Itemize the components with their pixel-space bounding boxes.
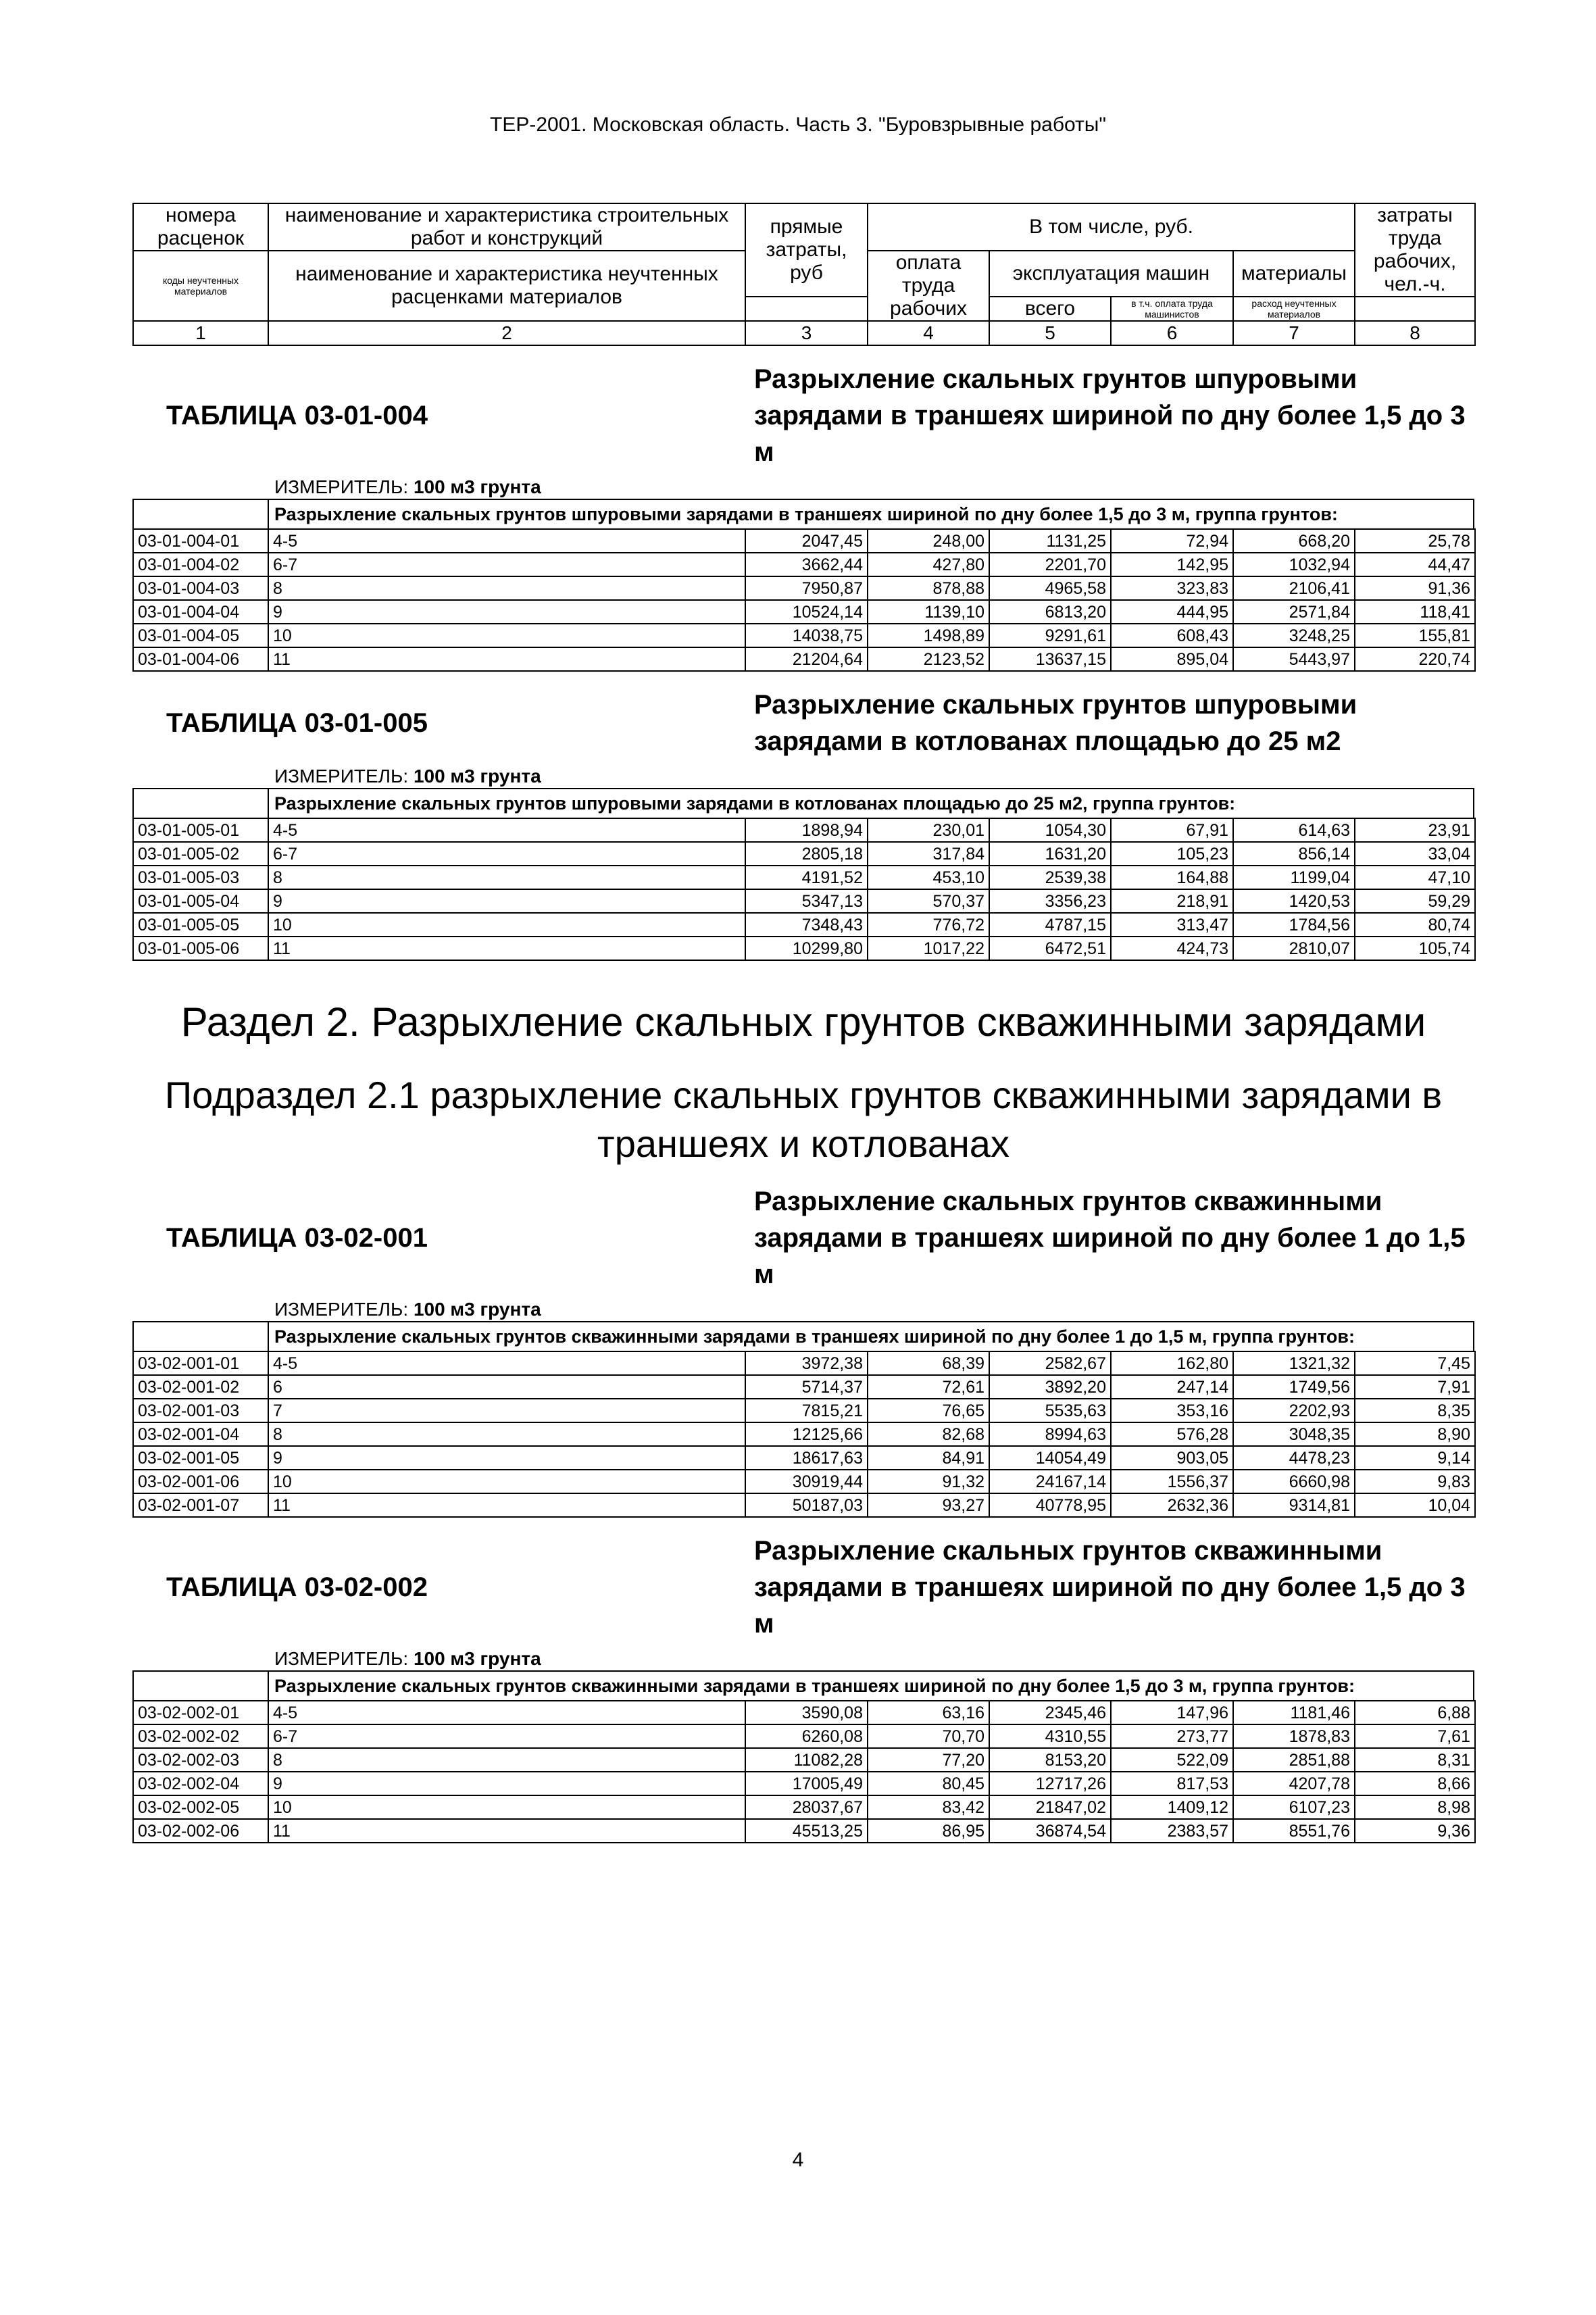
- cost-value: 77,20: [868, 1748, 989, 1772]
- group-row-spacer: [134, 1672, 269, 1700]
- cost-value: 2632,36: [1111, 1493, 1233, 1517]
- cost-value: 2047,45: [745, 529, 868, 553]
- cost-value: 30919,44: [745, 1470, 868, 1493]
- unit-value: 100 м3 грунта: [413, 1648, 541, 1669]
- cost-value: 2106,41: [1233, 576, 1355, 600]
- cost-value: 80,74: [1355, 913, 1475, 937]
- table-row: [133, 1446, 1475, 1470]
- cost-value: 424,73: [1111, 937, 1233, 960]
- cost-value: 84,91: [868, 1446, 989, 1470]
- cost-value: 8,66: [1355, 1772, 1475, 1795]
- cost-value: 1420,53: [1233, 889, 1355, 913]
- group-row: [132, 1321, 1474, 1351]
- table-row: [133, 1748, 1475, 1772]
- rate-code: 03-01-005-03: [133, 866, 268, 889]
- cost-value: 1898,94: [745, 818, 868, 842]
- table-row: [133, 1772, 1475, 1795]
- subsection-title: Подраздел 2.1 разрыхление скальных грунтов скважинными зарядами в траншеях и котлованах: [164, 1074, 1443, 1165]
- cost-value: 220,74: [1355, 647, 1475, 671]
- cost-value: 1409,12: [1111, 1795, 1233, 1819]
- cost-value: 4207,78: [1233, 1772, 1355, 1795]
- cost-value: 5535,63: [989, 1399, 1111, 1422]
- soil-group: 10: [268, 913, 745, 937]
- cost-value: 323,83: [1111, 576, 1233, 600]
- cost-value: 7815,21: [745, 1399, 868, 1422]
- soil-group: 4-5: [268, 1351, 745, 1375]
- cost-value: 247,14: [1111, 1375, 1233, 1399]
- cost-value: 6472,51: [989, 937, 1111, 960]
- cost-value: 50187,03: [745, 1493, 868, 1517]
- soil-group: 8: [268, 1422, 745, 1446]
- group-row: [132, 1670, 1474, 1700]
- cost-value: 11082,28: [745, 1748, 868, 1772]
- cost-value: 13637,15: [989, 647, 1111, 671]
- col-material-use: расход неучтенных материалов: [1233, 297, 1355, 321]
- cost-value: 1032,94: [1233, 553, 1355, 576]
- cost-value: 6107,23: [1233, 1795, 1355, 1819]
- soil-group: 9: [268, 1772, 745, 1795]
- soil-group: 10: [268, 1795, 745, 1819]
- unit-line: [274, 476, 1474, 499]
- rate-code: 03-01-005-05: [133, 913, 268, 937]
- col-num: 5: [989, 321, 1111, 345]
- rate-code: 03-01-004-04: [133, 600, 268, 624]
- cost-value: 1199,04: [1233, 866, 1355, 889]
- cost-value: 453,10: [868, 866, 989, 889]
- group-row-spacer: [134, 500, 269, 528]
- soil-group: 11: [268, 1493, 745, 1517]
- table-row: [133, 913, 1475, 937]
- cost-value: 8551,76: [1233, 1819, 1355, 1843]
- rate-code: 03-01-004-02: [133, 553, 268, 576]
- cost-value: 7,61: [1355, 1724, 1475, 1748]
- page-content: [132, 203, 1474, 1843]
- col-num: 1: [133, 321, 268, 345]
- table-row: [133, 889, 1475, 913]
- table-description: Разрыхление скальных грунтов скважинными зарядами в траншеях шириной по дну более 1,5 до 3 м: [754, 1536, 1466, 1639]
- table-description: Разрыхление скальных грунтов шпуровыми зарядами в котлованах площадью до 25 м2: [754, 690, 1357, 756]
- table-name: ТАБЛИЦА 03-01-005: [166, 707, 428, 738]
- cost-value: 903,05: [1111, 1446, 1233, 1470]
- cost-value: 10,04: [1355, 1493, 1475, 1517]
- col-material-codes: коды неучтенных материалов: [133, 251, 268, 321]
- col-labor-hours-cont: [1355, 297, 1475, 321]
- soil-group: 9: [268, 600, 745, 624]
- cost-value: 7,45: [1355, 1351, 1475, 1375]
- cost-value: 7348,43: [745, 913, 868, 937]
- cost-value: 18617,63: [745, 1446, 868, 1470]
- col-machines-total: всего: [989, 297, 1111, 321]
- group-caption: Разрыхление скальных грунтов скважинными зарядами в траншеях шириной по дну более 1,5 до 3 м, группа грунтов:: [274, 1676, 1355, 1696]
- col-direct-costs: прямые затраты, руб: [745, 203, 868, 297]
- cost-value: 7,91: [1355, 1375, 1475, 1399]
- cost-value: 273,77: [1111, 1724, 1233, 1748]
- cost-value: 8,98: [1355, 1795, 1475, 1819]
- table-row: [133, 842, 1475, 866]
- cost-value: 1784,56: [1233, 913, 1355, 937]
- cost-value: 23,91: [1355, 818, 1475, 842]
- rate-code: 03-02-001-04: [133, 1422, 268, 1446]
- rates-table: [132, 818, 1476, 961]
- cost-value: 67,91: [1111, 818, 1233, 842]
- rate-code: 03-02-001-03: [133, 1399, 268, 1422]
- table-row: [133, 529, 1475, 553]
- cost-value: 24167,14: [989, 1470, 1111, 1493]
- soil-group: 11: [268, 1819, 745, 1843]
- cost-value: 9291,61: [989, 624, 1111, 647]
- col-material-name: наименование и характеристика неучтенных расценками материалов: [268, 251, 745, 321]
- cost-value: 2201,70: [989, 553, 1111, 576]
- cost-value: 856,14: [1233, 842, 1355, 866]
- group-caption: Разрыхление скальных грунтов шпуровыми зарядами в котлованах площадью до 25 м2, группа грунтов:: [274, 793, 1236, 814]
- unit-value: 100 м3 грунта: [413, 766, 541, 787]
- cost-value: 522,09: [1111, 1748, 1233, 1772]
- soil-group: 4-5: [268, 1701, 745, 1724]
- rate-code: 03-02-002-06: [133, 1819, 268, 1843]
- cost-value: 86,95: [868, 1819, 989, 1843]
- soil-group: 4-5: [268, 818, 745, 842]
- cost-value: 3590,08: [745, 1701, 868, 1724]
- unit-label: ИЗМЕРИТЕЛЬ:: [274, 476, 409, 497]
- rate-code: 03-02-001-07: [133, 1493, 268, 1517]
- cost-value: 4787,15: [989, 913, 1111, 937]
- cost-value: 147,96: [1111, 1701, 1233, 1724]
- cost-value: 14054,49: [989, 1446, 1111, 1470]
- soil-group: 10: [268, 624, 745, 647]
- rate-code: 03-01-004-05: [133, 624, 268, 647]
- table-row: [133, 1351, 1475, 1375]
- cost-value: 2571,84: [1233, 600, 1355, 624]
- table-row: [133, 553, 1475, 576]
- cost-value: 10299,80: [745, 937, 868, 960]
- rates-table: [132, 1351, 1476, 1518]
- soil-group: 9: [268, 889, 745, 913]
- unit-line: [274, 765, 1474, 788]
- cost-value: 1321,32: [1233, 1351, 1355, 1375]
- cost-value: 1556,37: [1111, 1470, 1233, 1493]
- cost-value: 21204,64: [745, 647, 868, 671]
- cost-value: 5347,13: [745, 889, 868, 913]
- rate-code: 03-01-004-03: [133, 576, 268, 600]
- unit-value: 100 м3 грунта: [413, 476, 541, 497]
- column-header-table: [132, 203, 1476, 346]
- section-title: Раздел 2. Разрыхление скальных грунтов скважинными зарядами: [180, 999, 1426, 1045]
- cost-value: 608,43: [1111, 624, 1233, 647]
- table-row: [133, 1819, 1475, 1843]
- group-row: [132, 788, 1474, 818]
- cost-value: 614,63: [1233, 818, 1355, 842]
- col-machines: эксплуатация машин: [989, 251, 1233, 297]
- rate-code: 03-01-004-06: [133, 647, 268, 671]
- table-row: [133, 1422, 1475, 1446]
- cost-value: 313,47: [1111, 913, 1233, 937]
- cost-value: 3662,44: [745, 553, 868, 576]
- cost-value: 36874,54: [989, 1819, 1111, 1843]
- table-row: [133, 866, 1475, 889]
- cost-value: 817,53: [1111, 1772, 1233, 1795]
- cost-value: 4965,58: [989, 576, 1111, 600]
- rate-code: 03-01-005-06: [133, 937, 268, 960]
- cost-value: 63,16: [868, 1701, 989, 1724]
- cost-value: 10524,14: [745, 600, 868, 624]
- table-row: [133, 600, 1475, 624]
- table-row: [133, 1470, 1475, 1493]
- table-row: [133, 818, 1475, 842]
- cost-value: 317,84: [868, 842, 989, 866]
- cost-value: 9,36: [1355, 1819, 1475, 1843]
- cost-value: 1181,46: [1233, 1701, 1355, 1724]
- unit-label: ИЗМЕРИТЕЛЬ:: [274, 766, 409, 787]
- table-row: [133, 1724, 1475, 1748]
- soil-group: 8: [268, 576, 745, 600]
- cost-value: 21847,02: [989, 1795, 1111, 1819]
- table-row: [133, 1795, 1475, 1819]
- cost-value: 8,90: [1355, 1422, 1475, 1446]
- cost-value: 248,00: [868, 529, 989, 553]
- cost-value: 4478,23: [1233, 1446, 1355, 1470]
- table-title-block: [132, 1533, 1474, 1642]
- cost-value: 83,42: [868, 1795, 989, 1819]
- rate-code: 03-01-005-02: [133, 842, 268, 866]
- col-work-name: наименование и характеристика строительных работ и конструкций: [268, 203, 745, 251]
- cost-value: 776,72: [868, 913, 989, 937]
- col-num: 6: [1111, 321, 1233, 345]
- col-operators-wages: в т.ч. оплата труда машинистов: [1111, 297, 1233, 321]
- soil-group: 6: [268, 1375, 745, 1399]
- cost-value: 2851,88: [1233, 1748, 1355, 1772]
- cost-value: 353,16: [1111, 1399, 1233, 1422]
- cost-value: 6260,08: [745, 1724, 868, 1748]
- cost-value: 91,36: [1355, 576, 1475, 600]
- cost-value: 17005,49: [745, 1772, 868, 1795]
- table-name: ТАБЛИЦА 03-02-002: [166, 1572, 428, 1602]
- cost-value: 3048,35: [1233, 1422, 1355, 1446]
- cost-value: 1054,30: [989, 818, 1111, 842]
- table-title-block: [132, 1183, 1474, 1293]
- cost-value: 1749,56: [1233, 1375, 1355, 1399]
- cost-value: 1017,22: [868, 937, 989, 960]
- rate-table-block: [132, 687, 1474, 961]
- document-header: ТЕР-2001. Московская область. Часть 3. "Буровзрывные работы": [490, 114, 1106, 136]
- cost-value: 40778,95: [989, 1493, 1111, 1517]
- col-num: 4: [868, 321, 989, 345]
- cost-value: 164,88: [1111, 866, 1233, 889]
- cost-value: 72,61: [868, 1375, 989, 1399]
- rate-code: 03-01-005-01: [133, 818, 268, 842]
- group-caption: Разрыхление скальных грунтов скважинными зарядами в траншеях шириной по дну более 1 до 1,5 м, группа грунтов:: [274, 1326, 1355, 1347]
- table-title-block: [132, 687, 1474, 760]
- table-row: [133, 1399, 1475, 1422]
- table-name: ТАБЛИЦА 03-02-001: [166, 1222, 428, 1253]
- cost-value: 6813,20: [989, 600, 1111, 624]
- cost-value: 2582,67: [989, 1351, 1111, 1375]
- col-num: 3: [745, 321, 868, 345]
- cost-value: 2805,18: [745, 842, 868, 866]
- cost-value: 72,94: [1111, 529, 1233, 553]
- cost-value: 8,31: [1355, 1748, 1475, 1772]
- rate-code: 03-02-001-06: [133, 1470, 268, 1493]
- cost-value: 1878,83: [1233, 1724, 1355, 1748]
- cost-value: 668,20: [1233, 529, 1355, 553]
- group-row-spacer: [134, 789, 269, 818]
- cost-value: 12125,66: [745, 1422, 868, 1446]
- cost-value: 9,14: [1355, 1446, 1475, 1470]
- cost-value: 76,65: [868, 1399, 989, 1422]
- table-title-block: [132, 361, 1474, 470]
- cost-value: 5714,37: [745, 1375, 868, 1399]
- rate-code: 03-02-002-05: [133, 1795, 268, 1819]
- col-including: В том числе, руб.: [868, 203, 1355, 251]
- unit-line: [274, 1647, 1474, 1670]
- cost-value: 33,04: [1355, 842, 1475, 866]
- cost-value: 1131,25: [989, 529, 1111, 553]
- table-row: [133, 576, 1475, 600]
- table-row: [133, 624, 1475, 647]
- cost-value: 93,27: [868, 1493, 989, 1517]
- cost-value: 6660,98: [1233, 1470, 1355, 1493]
- cost-value: 878,88: [868, 576, 989, 600]
- cost-value: 444,95: [1111, 600, 1233, 624]
- cost-value: 895,04: [1111, 647, 1233, 671]
- cost-value: 427,80: [868, 553, 989, 576]
- cost-value: 2539,38: [989, 866, 1111, 889]
- table-row: [133, 1493, 1475, 1517]
- soil-group: 6-7: [268, 842, 745, 866]
- soil-group: 4-5: [268, 529, 745, 553]
- unit-value: 100 м3 грунта: [413, 1299, 541, 1320]
- cost-value: 1498,89: [868, 624, 989, 647]
- cost-value: 25,78: [1355, 529, 1475, 553]
- cost-value: 162,80: [1111, 1351, 1233, 1375]
- group-row: [132, 499, 1474, 528]
- cost-value: 5443,97: [1233, 647, 1355, 671]
- group-row-spacer: [134, 1322, 269, 1351]
- cost-value: 91,32: [868, 1470, 989, 1493]
- cost-value: 8,35: [1355, 1399, 1475, 1422]
- rate-code: 03-02-001-02: [133, 1375, 268, 1399]
- cost-value: 68,39: [868, 1351, 989, 1375]
- soil-group: 9: [268, 1446, 745, 1470]
- rate-table-block: [132, 1533, 1474, 1843]
- cost-value: 59,29: [1355, 889, 1475, 913]
- table-name: ТАБЛИЦА 03-01-004: [166, 400, 428, 430]
- soil-group: 6-7: [268, 1724, 745, 1748]
- cost-value: 105,74: [1355, 937, 1475, 960]
- cost-value: 2202,93: [1233, 1399, 1355, 1422]
- cost-value: 230,01: [868, 818, 989, 842]
- rate-code: 03-02-002-02: [133, 1724, 268, 1748]
- cost-value: 218,91: [1111, 889, 1233, 913]
- table-row: [133, 937, 1475, 960]
- rates-table: [132, 1700, 1476, 1843]
- rate-code: 03-02-002-04: [133, 1772, 268, 1795]
- col-num: 7: [1233, 321, 1355, 345]
- cost-value: 45513,25: [745, 1819, 868, 1843]
- rate-table-block: [132, 1183, 1474, 1518]
- soil-group: 11: [268, 937, 745, 960]
- cost-value: 3972,38: [745, 1351, 868, 1375]
- rate-code: 03-02-001-05: [133, 1446, 268, 1470]
- cost-value: 3892,20: [989, 1375, 1111, 1399]
- rate-table-block: [132, 361, 1474, 672]
- table-row: [133, 647, 1475, 671]
- cost-value: 9,83: [1355, 1470, 1475, 1493]
- soil-group: 8: [268, 1748, 745, 1772]
- cost-value: 1631,20: [989, 842, 1111, 866]
- soil-group: 11: [268, 647, 745, 671]
- cost-value: 570,37: [868, 889, 989, 913]
- cost-value: 2810,07: [1233, 937, 1355, 960]
- page-number: 4: [792, 2149, 804, 2171]
- group-caption: Разрыхление скальных грунтов шпуровыми зарядами в траншеях шириной по дну более 1,5 до 3 м, группа грунтов:: [274, 504, 1338, 524]
- cost-value: 44,47: [1355, 553, 1475, 576]
- unit-line: [274, 1298, 1474, 1321]
- soil-group: 8: [268, 866, 745, 889]
- cost-value: 576,28: [1111, 1422, 1233, 1446]
- col-labor-hours: затраты труда рабочих, чел.-ч.: [1355, 203, 1475, 297]
- cost-value: 8994,63: [989, 1422, 1111, 1446]
- rate-code: 03-02-002-01: [133, 1701, 268, 1724]
- table-description: Разрыхление скальных грунтов скважинными зарядами в траншеях шириной по дну более 1 до 1,5 м: [754, 1187, 1466, 1289]
- cost-value: 70,70: [868, 1724, 989, 1748]
- cost-value: 142,95: [1111, 553, 1233, 576]
- cost-value: 12717,26: [989, 1772, 1111, 1795]
- cost-value: 28037,67: [745, 1795, 868, 1819]
- col-num: 8: [1355, 321, 1475, 345]
- cost-value: 7950,87: [745, 576, 868, 600]
- cost-value: 4310,55: [989, 1724, 1111, 1748]
- cost-value: 105,23: [1111, 842, 1233, 866]
- col-num: 2: [268, 321, 745, 345]
- cost-value: 8153,20: [989, 1748, 1111, 1772]
- col-materials: материалы: [1233, 251, 1355, 297]
- cost-value: 82,68: [868, 1422, 989, 1446]
- cost-value: 6,88: [1355, 1701, 1475, 1724]
- rate-code: 03-01-004-01: [133, 529, 268, 553]
- cost-value: 2123,52: [868, 647, 989, 671]
- cost-value: 2345,46: [989, 1701, 1111, 1724]
- cost-value: 4191,52: [745, 866, 868, 889]
- cost-value: 14038,75: [745, 624, 868, 647]
- cost-value: 155,81: [1355, 624, 1475, 647]
- table-row: [133, 1375, 1475, 1399]
- col-direct-costs-cont: [745, 297, 868, 321]
- rate-code: 03-02-002-03: [133, 1748, 268, 1772]
- cost-value: 47,10: [1355, 866, 1475, 889]
- soil-group: 10: [268, 1470, 745, 1493]
- table-description: Разрыхление скальных грунтов шпуровыми зарядами в траншеях шириной по дну более 1,5 до 3 м: [754, 364, 1466, 467]
- cost-value: 2383,57: [1111, 1819, 1233, 1843]
- cost-value: 1139,10: [868, 600, 989, 624]
- cost-value: 3356,23: [989, 889, 1111, 913]
- rates-table: [132, 528, 1476, 672]
- cost-value: 9314,81: [1233, 1493, 1355, 1517]
- col-wages: оплата труда рабочих: [868, 251, 989, 321]
- table-row: [133, 1701, 1475, 1724]
- rate-code: 03-02-001-01: [133, 1351, 268, 1375]
- col-rate-numbers: номера расценок: [133, 203, 268, 251]
- unit-label: ИЗМЕРИТЕЛЬ:: [274, 1648, 409, 1669]
- cost-value: 80,45: [868, 1772, 989, 1795]
- unit-label: ИЗМЕРИТЕЛЬ:: [274, 1299, 409, 1320]
- cost-value: 3248,25: [1233, 624, 1355, 647]
- soil-group: 6-7: [268, 553, 745, 576]
- rate-code: 03-01-005-04: [133, 889, 268, 913]
- cost-value: 118,41: [1355, 600, 1475, 624]
- soil-group: 7: [268, 1399, 745, 1422]
